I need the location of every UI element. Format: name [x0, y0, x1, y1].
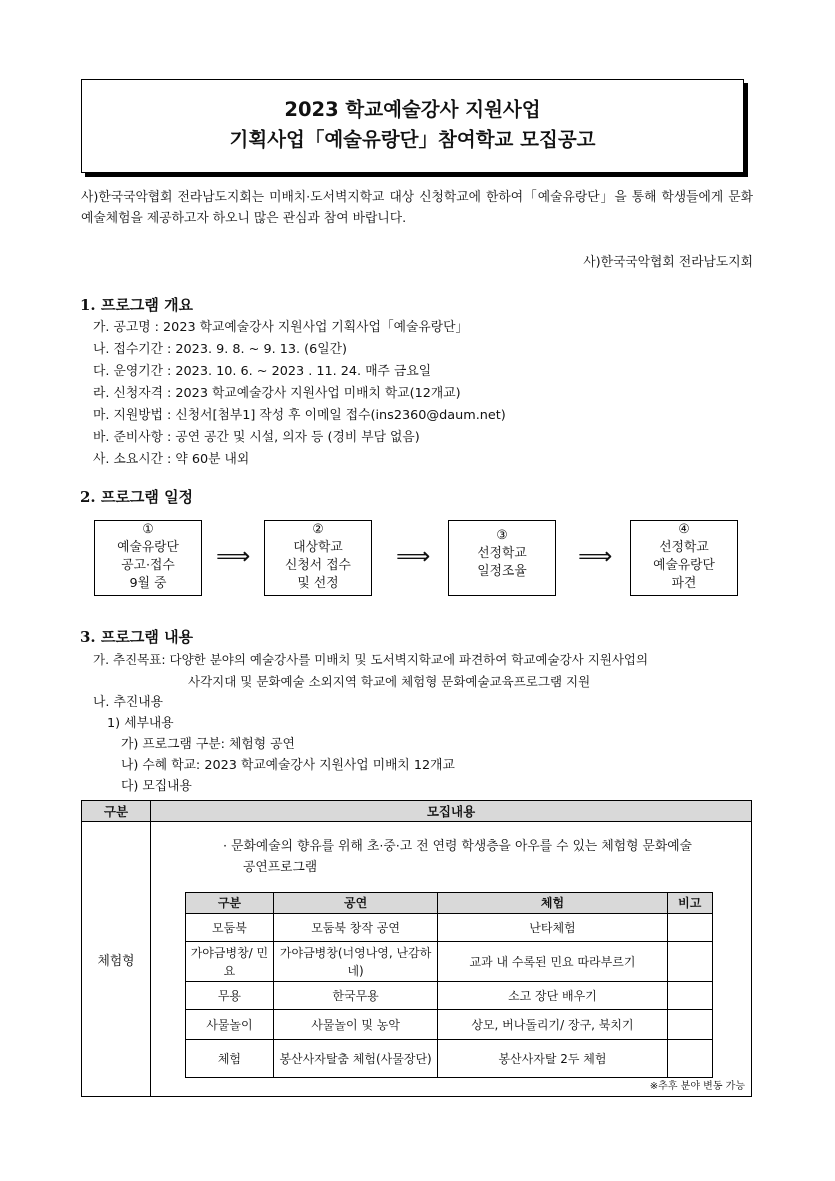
table-row: [186, 914, 713, 942]
step-number: ④: [678, 522, 690, 537]
kind-cell: 체험: [186, 1040, 274, 1078]
overview-item: 다. 운영기간 : 2023. 10. 6. ~ 2023 . 11. 24. 매주 금요일: [93, 364, 432, 379]
schedule-step-1: [94, 520, 202, 596]
detail-label: 1) 세부내용: [107, 716, 174, 731]
perf-cell: 봉산사자탈춤 체험(사물장단): [273, 1040, 438, 1078]
organization-signature: 사)한국국악협회 전라남도지회: [583, 255, 753, 270]
note-cell: [667, 1010, 712, 1040]
content-label: 나. 추진내용: [93, 695, 163, 710]
table-row: [186, 942, 713, 982]
intro-paragraph: 사)한국국악협회 전라남도지회는 미배치·도서벽지학교 대상 신청학교에 한하여「예술유랑단」을 통해 학생들에게 문화예술체험을 제공하고자 하오니 많은 관심과 참여 바랍니다.: [81, 190, 753, 226]
section1-list: [93, 317, 506, 471]
exp-cell: 소고 장단 배우기: [438, 982, 667, 1010]
kind-cell: 가야금병창/ 민요: [186, 942, 274, 982]
step-line: 9월 중: [129, 576, 167, 591]
step-number: ①: [142, 522, 154, 537]
overview-item: 마. 지원방법 : 신청서[첨부1] 작성 후 이메일 접수(ins2360@daum.net): [93, 408, 506, 423]
table-row: [186, 1040, 713, 1078]
inner-header: 공연: [273, 893, 438, 914]
goal-line-2: 사각지대 및 문화예술 소외지역 학교에 체험형 문화예술교육프로그램 지원: [188, 674, 591, 689]
category-cell: 체험형: [82, 822, 151, 1097]
step-line: 및 선정: [297, 576, 339, 591]
inner-header: 구분: [186, 893, 274, 914]
step-line: 예술유랑단: [117, 540, 179, 555]
kind-cell: 무용: [186, 982, 274, 1010]
table-header: 구분: [82, 801, 151, 822]
perf-cell: 한국무용: [273, 982, 438, 1010]
section3-heading: 3. 프로그램 내용: [80, 628, 194, 646]
perf-cell: 가야금병창(너영나영, 난감하네): [273, 942, 438, 982]
table-row: [186, 1010, 713, 1040]
note-cell: [667, 914, 712, 942]
note-cell: [667, 942, 712, 982]
overview-item: 가. 공고명 : 2023 학교예술강사 지원사업 기획사업「예술유랑단」: [93, 320, 469, 335]
table-header: 모집내용: [151, 801, 752, 822]
note-cell: [667, 982, 712, 1010]
overview-item: 나. 접수기간 : 2023. 9. 8. ~ 9. 13. (6일간): [93, 342, 347, 357]
desc-line-2: 공연프로그램: [243, 860, 318, 875]
recruitment-table: [81, 800, 752, 1097]
schedule-step-4: [630, 520, 738, 596]
sub-item-b: 나) 수혜 학교: 2023 학교예술강사 지원사업 미배치 12개교: [121, 758, 455, 773]
exp-cell: 봉산사자탈 2두 체험: [438, 1040, 667, 1078]
step-line: 예술유랑단: [653, 558, 715, 573]
goal-line-1: 가. 추진목표: 다양한 분야의 예술강사를 미배치 및 도서벽지학교에 파견하여 학교예술강사 지원사업의: [93, 652, 649, 667]
title-line-1: 2023 학교예술강사 지원사업: [284, 98, 541, 121]
exp-cell: 난타체험: [438, 914, 667, 942]
sub-item-a: 가) 프로그램 구분: 체험형 공연: [121, 737, 295, 752]
overview-item: 사. 소요시간 : 약 60분 내외: [93, 452, 250, 467]
inner-header: 비고: [667, 893, 712, 914]
step-number: ③: [496, 528, 508, 543]
section2-heading: 2. 프로그램 일정: [80, 488, 194, 506]
exp-cell: 상모, 버나돌리기/ 장구, 북치기: [438, 1010, 667, 1040]
exp-cell: 교과 내 수록된 민요 따라부르기: [438, 942, 667, 982]
kind-cell: 모둠북: [186, 914, 274, 942]
desc-line-1: · 문화예술의 향유를 위해 초·중·고 전 연령 학생층을 아우를 수 있는 체험형 문화예술: [223, 839, 692, 854]
step-number: ②: [312, 522, 324, 537]
step-line: 일정조율: [477, 564, 527, 579]
inner-header: 체험: [438, 893, 667, 914]
schedule-step-3: [448, 520, 556, 596]
step-line: 파견: [671, 576, 697, 591]
kind-cell: 사물놀이: [186, 1010, 274, 1040]
step-line: 선정학교: [659, 540, 709, 555]
step-line: 공고·접수: [121, 558, 175, 573]
section1-heading: 1. 프로그램 개요: [80, 296, 194, 314]
perf-cell: 사물놀이 및 농악: [273, 1010, 438, 1040]
arrow-icon: ⟹: [396, 542, 431, 570]
overview-item: 라. 신청자격 : 2023 학교예술강사 지원사업 미배치 학교(12개교): [93, 386, 461, 401]
arrow-icon: ⟹: [578, 542, 613, 570]
step-line: 선정학교: [477, 546, 527, 561]
arrow-icon: ⟹: [216, 542, 251, 570]
program-table: [185, 892, 713, 1078]
title-line-2: 기획사업「예술유랑단」참여학교 모집공고: [229, 128, 596, 151]
footnote: ※추후 분야 변동 가능: [649, 1081, 745, 1092]
schedule-step-2: [264, 520, 372, 596]
step-line: 신청서 접수: [285, 558, 351, 573]
table-row: [186, 982, 713, 1010]
content-cell: [151, 822, 752, 1097]
sub-item-c: 다) 모집내용: [121, 779, 192, 794]
note-cell: [667, 1040, 712, 1078]
perf-cell: 모둠북 창작 공연: [273, 914, 438, 942]
step-line: 대상학교: [293, 540, 343, 555]
title-box: [81, 79, 744, 173]
overview-item: 바. 준비사항 : 공연 공간 및 시설, 의자 등 (경비 부담 없음): [93, 430, 420, 445]
